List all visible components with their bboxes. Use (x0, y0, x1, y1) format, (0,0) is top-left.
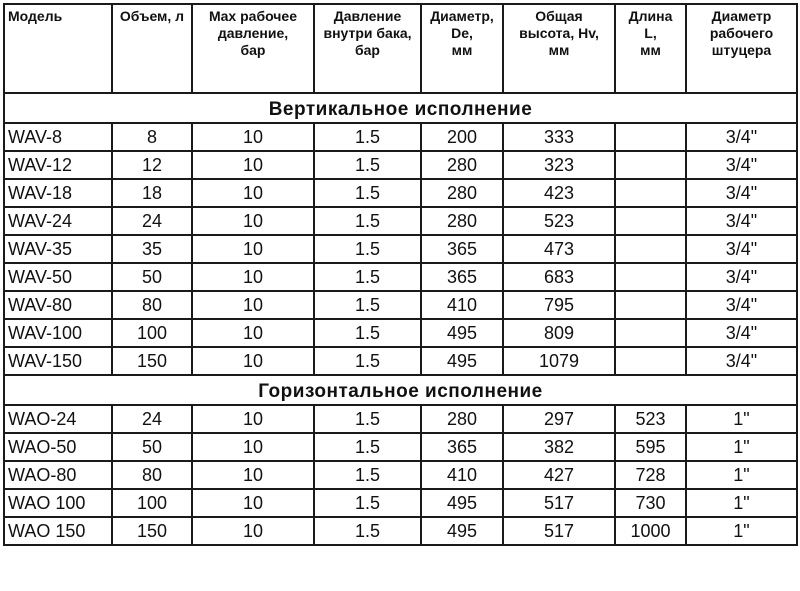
cell-max-pressure: 10 (192, 151, 314, 179)
cell-volume: 50 (112, 263, 192, 291)
cell-fitting: 3/4" (686, 151, 797, 179)
cell-tank-pressure: 1.5 (314, 347, 421, 375)
table-row (4, 263, 797, 291)
cell-length: 523 (615, 405, 686, 433)
cell-diameter: 365 (421, 235, 503, 263)
cell-length (615, 123, 686, 151)
cell-max-pressure: 10 (192, 207, 314, 235)
header-tank-pressure: Давление внутри бака, бар (314, 4, 421, 93)
table-row (4, 151, 797, 179)
cell-fitting: 3/4" (686, 123, 797, 151)
cell-volume: 50 (112, 433, 192, 461)
cell-length: 1000 (615, 517, 686, 545)
cell-diameter: 280 (421, 207, 503, 235)
table-row (4, 291, 797, 319)
cell-tank-pressure: 1.5 (314, 405, 421, 433)
cell-fitting: 1" (686, 405, 797, 433)
cell-tank-pressure: 1.5 (314, 291, 421, 319)
cell-model: WAO 150 (4, 517, 112, 545)
section-header (4, 93, 797, 123)
cell-tank-pressure: 1.5 (314, 207, 421, 235)
cell-length (615, 179, 686, 207)
cell-diameter: 495 (421, 489, 503, 517)
header-model: Модель (4, 4, 112, 93)
cell-diameter: 495 (421, 319, 503, 347)
cell-height: 683 (503, 263, 615, 291)
cell-tank-pressure: 1.5 (314, 123, 421, 151)
cell-volume: 100 (112, 489, 192, 517)
cell-tank-pressure: 1.5 (314, 179, 421, 207)
cell-volume: 24 (112, 405, 192, 433)
cell-length (615, 235, 686, 263)
cell-fitting: 3/4" (686, 263, 797, 291)
table-row (4, 235, 797, 263)
cell-tank-pressure: 1.5 (314, 433, 421, 461)
cell-height: 809 (503, 319, 615, 347)
cell-tank-pressure: 1.5 (314, 151, 421, 179)
header-length: Длина L, мм (615, 4, 686, 93)
cell-length: 730 (615, 489, 686, 517)
cell-fitting: 1" (686, 461, 797, 489)
table-row (4, 347, 797, 375)
table-body (4, 93, 797, 545)
cell-fitting: 3/4" (686, 179, 797, 207)
cell-tank-pressure: 1.5 (314, 263, 421, 291)
cell-max-pressure: 10 (192, 461, 314, 489)
cell-volume: 100 (112, 319, 192, 347)
cell-diameter: 280 (421, 405, 503, 433)
cell-fitting: 1" (686, 489, 797, 517)
cell-length: 728 (615, 461, 686, 489)
cell-max-pressure: 10 (192, 291, 314, 319)
cell-diameter: 365 (421, 433, 503, 461)
cell-height: 523 (503, 207, 615, 235)
cell-volume: 8 (112, 123, 192, 151)
cell-fitting: 1" (686, 433, 797, 461)
section-header (4, 375, 797, 405)
cell-length (615, 347, 686, 375)
cell-tank-pressure: 1.5 (314, 235, 421, 263)
cell-diameter: 280 (421, 151, 503, 179)
cell-volume: 24 (112, 207, 192, 235)
cell-max-pressure: 10 (192, 433, 314, 461)
cell-fitting: 3/4" (686, 207, 797, 235)
cell-fitting: 3/4" (686, 235, 797, 263)
cell-height: 423 (503, 179, 615, 207)
cell-height: 323 (503, 151, 615, 179)
table-row (4, 461, 797, 489)
cell-model: WAO-24 (4, 405, 112, 433)
cell-model: WAO-50 (4, 433, 112, 461)
cell-max-pressure: 10 (192, 179, 314, 207)
cell-height: 382 (503, 433, 615, 461)
cell-model: WAV-150 (4, 347, 112, 375)
cell-length (615, 207, 686, 235)
cell-model: WAV-18 (4, 179, 112, 207)
cell-height: 517 (503, 517, 615, 545)
table-row (4, 123, 797, 151)
cell-volume: 80 (112, 291, 192, 319)
header-height: Общая высота, Hv, мм (503, 4, 615, 93)
cell-volume: 18 (112, 179, 192, 207)
cell-height: 297 (503, 405, 615, 433)
cell-fitting: 3/4" (686, 319, 797, 347)
table-row (4, 489, 797, 517)
cell-height: 1079 (503, 347, 615, 375)
cell-model: WAO 100 (4, 489, 112, 517)
section-title: Вертикальное исполнение (4, 93, 797, 123)
cell-tank-pressure: 1.5 (314, 517, 421, 545)
cell-model: WAV-35 (4, 235, 112, 263)
cell-length (615, 291, 686, 319)
section-title: Горизонтальное исполнение (4, 375, 797, 405)
cell-model: WAV-50 (4, 263, 112, 291)
table-row (4, 405, 797, 433)
cell-height: 333 (503, 123, 615, 151)
cell-height: 427 (503, 461, 615, 489)
cell-height: 473 (503, 235, 615, 263)
cell-fitting: 3/4" (686, 291, 797, 319)
cell-diameter: 410 (421, 461, 503, 489)
header-max-pressure: Max рабочее давление, бар (192, 4, 314, 93)
cell-volume: 35 (112, 235, 192, 263)
cell-length (615, 151, 686, 179)
cell-volume: 150 (112, 517, 192, 545)
cell-max-pressure: 10 (192, 263, 314, 291)
cell-diameter: 410 (421, 291, 503, 319)
cell-model: WAV-100 (4, 319, 112, 347)
cell-height: 795 (503, 291, 615, 319)
header-row (4, 4, 797, 93)
cell-length (615, 263, 686, 291)
cell-length: 595 (615, 433, 686, 461)
cell-max-pressure: 10 (192, 235, 314, 263)
cell-model: WAV-8 (4, 123, 112, 151)
cell-max-pressure: 10 (192, 405, 314, 433)
cell-model: WAV-12 (4, 151, 112, 179)
table-row (4, 207, 797, 235)
table-row (4, 433, 797, 461)
cell-tank-pressure: 1.5 (314, 489, 421, 517)
cell-tank-pressure: 1.5 (314, 319, 421, 347)
cell-model: WAV-80 (4, 291, 112, 319)
cell-diameter: 280 (421, 179, 503, 207)
cell-volume: 12 (112, 151, 192, 179)
cell-diameter: 365 (421, 263, 503, 291)
cell-volume: 80 (112, 461, 192, 489)
cell-diameter: 200 (421, 123, 503, 151)
cell-diameter: 495 (421, 517, 503, 545)
cell-tank-pressure: 1.5 (314, 461, 421, 489)
cell-max-pressure: 10 (192, 319, 314, 347)
header-volume: Объем, л (112, 4, 192, 93)
cell-diameter: 495 (421, 347, 503, 375)
table-row (4, 319, 797, 347)
cell-height: 517 (503, 489, 615, 517)
cell-max-pressure: 10 (192, 489, 314, 517)
cell-fitting: 1" (686, 517, 797, 545)
table-row (4, 179, 797, 207)
header-diameter: Диаметр, De, мм (421, 4, 503, 93)
specs-table (3, 3, 798, 546)
table-row (4, 517, 797, 545)
cell-max-pressure: 10 (192, 123, 314, 151)
cell-model: WAO-80 (4, 461, 112, 489)
header-fitting: Диаметр рабочего штуцера (686, 4, 797, 93)
cell-model: WAV-24 (4, 207, 112, 235)
cell-fitting: 3/4" (686, 347, 797, 375)
cell-max-pressure: 10 (192, 347, 314, 375)
cell-max-pressure: 10 (192, 517, 314, 545)
cell-volume: 150 (112, 347, 192, 375)
cell-length (615, 319, 686, 347)
